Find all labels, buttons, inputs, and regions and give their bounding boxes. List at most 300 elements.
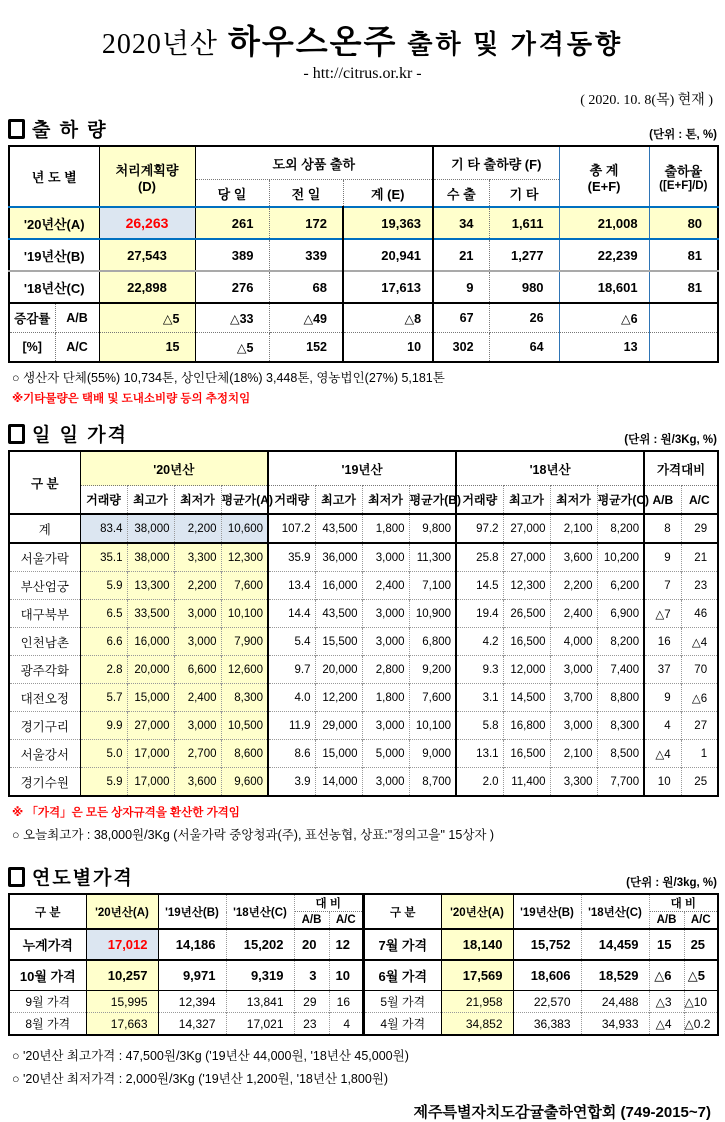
value-cell: 3,300	[174, 543, 221, 572]
value-cell: 3,000	[174, 628, 221, 656]
value-cell: 9,319	[226, 960, 294, 991]
subcol: 평균가(A)	[221, 486, 268, 515]
value-cell: 152	[269, 333, 343, 363]
value-cell: 6.6	[80, 628, 127, 656]
value-cell: 12,300	[503, 572, 550, 600]
value-cell: 70	[694, 663, 708, 676]
value-cell: 12,600	[221, 656, 268, 684]
col-export: 수 출	[433, 180, 489, 208]
value-cell: 16,500	[503, 628, 550, 656]
value-cell: △4	[644, 740, 681, 768]
value-cell: 20,000	[127, 656, 174, 684]
subcol-ac: A/C	[690, 914, 711, 926]
value-cell: 43,500	[315, 514, 362, 543]
value-cell: 67	[433, 303, 489, 333]
value-cell: 33,500	[127, 600, 174, 628]
value-cell: 17,021	[226, 1013, 294, 1036]
value-cell: 13,300	[127, 572, 174, 600]
value-cell: 25	[694, 775, 708, 788]
value-cell: 389	[195, 239, 269, 271]
value-cell: 29	[294, 991, 329, 1013]
value-cell: 15,752	[513, 929, 581, 960]
table-header-row	[9, 451, 718, 486]
table-row	[364, 1013, 718, 1036]
col-2019: '19년산(B)	[513, 894, 581, 929]
table-row	[9, 960, 363, 991]
table-header-row	[9, 894, 363, 912]
value-cell: 5.9	[80, 768, 127, 797]
value-cell: 7	[644, 572, 681, 600]
change-label: 증감률	[9, 303, 55, 333]
value-cell: 21	[694, 551, 708, 564]
subcol: 최고가	[503, 486, 550, 515]
value-cell: 3,000	[362, 768, 409, 797]
value-cell: △33	[195, 303, 269, 333]
subcol-ac: A/C	[335, 914, 356, 926]
value-cell: 302	[433, 333, 489, 363]
value-cell: 3,000	[362, 628, 409, 656]
value-cell: 8,800	[597, 684, 644, 712]
value-cell: 38,000	[127, 543, 174, 572]
value-cell: 68	[269, 271, 343, 303]
as-of-date: ( 2020. 10. 8(목) 현재 )	[580, 93, 713, 108]
table-row	[9, 600, 718, 628]
value-cell: 27,543	[99, 239, 195, 271]
value-cell: 5.4	[268, 628, 315, 656]
subcol: 거래량	[268, 486, 315, 515]
col-rate-line2: ([E+F]/D)	[659, 180, 708, 192]
value-cell: 25	[690, 937, 706, 952]
value-cell: 16,000	[315, 572, 362, 600]
subcol: 최저가	[174, 486, 221, 515]
value-cell: 276	[195, 271, 269, 303]
title-year: 2020년산	[101, 29, 218, 60]
market-label: 부산엄궁	[9, 572, 80, 600]
value-cell: 8,300	[221, 684, 268, 712]
table-row	[9, 1013, 363, 1036]
value-cell	[649, 333, 718, 363]
value-cell: 15,202	[226, 929, 294, 960]
value-cell: 14,000	[315, 768, 362, 797]
value-cell: 2,100	[550, 514, 597, 543]
value-cell: 2.0	[456, 768, 503, 797]
value-cell: 19,363	[343, 207, 433, 239]
col-sum: 계 (E)	[343, 180, 433, 208]
change-label: [%]	[9, 333, 55, 363]
section-bullet-icon	[8, 867, 25, 887]
footer-note-low: ○ '20년산 최저가격 : 2,000원/3Kg ('19년산 1,200원, '18년산 1,800원)	[12, 1072, 389, 1086]
section-title: 일 일 가격	[32, 425, 128, 446]
subcol-ab: A/B	[294, 912, 329, 930]
value-cell: 12	[335, 937, 351, 952]
table-row	[9, 271, 718, 303]
shipment-note: ○ 생산자 단체(55%) 10,734톤, 상인단체(18%) 3,448톤, 영농법인(27%) 5,181톤	[12, 371, 445, 385]
value-cell: 980	[489, 271, 559, 303]
subcol-ab: A/B	[649, 912, 684, 930]
value-cell: 9,600	[221, 768, 268, 797]
value-cell: 18,529	[581, 960, 649, 991]
value-cell: 27,000	[503, 543, 550, 572]
unit-label: (단위 : 원/3Kg, %)	[624, 434, 717, 446]
value-cell: 23	[294, 1013, 329, 1036]
value-cell: 27,000	[503, 514, 550, 543]
section-bullet-icon	[8, 119, 25, 139]
daily-note-red: ※ 「가격」은 모든 상자규격을 환산한 가격임	[12, 807, 240, 819]
year-label: '19년산(B)	[9, 239, 99, 271]
subcol: A/B	[644, 486, 681, 515]
value-cell: 2,400	[362, 572, 409, 600]
value-cell: △7	[644, 600, 681, 628]
table-row	[9, 303, 718, 333]
subcol: 최저가	[550, 486, 597, 515]
value-cell	[649, 303, 718, 333]
col-plan-line2: (D)	[137, 178, 157, 194]
value-cell: 17,663	[86, 1013, 158, 1036]
value-cell: 15,000	[127, 684, 174, 712]
value-cell: 64	[489, 333, 559, 363]
section-shipment-header	[8, 115, 717, 142]
value-cell: 172	[269, 207, 343, 239]
value-cell: 26	[489, 303, 559, 333]
value-cell: 11,300	[409, 543, 456, 572]
value-cell: 261	[195, 207, 269, 239]
table-row	[364, 929, 718, 960]
daily-note: ○ 오늘최고가 : 38,000원/3Kg (서울가락 중앙청과(주), 표선농협, 상표:"정의고을" 15상자 )	[12, 828, 495, 842]
value-cell: 16,000	[127, 628, 174, 656]
group-2020: '20년산	[80, 451, 268, 486]
value-cell: 15,000	[315, 740, 362, 768]
value-cell: 14,186	[158, 929, 226, 960]
value-cell: 29	[694, 522, 708, 535]
period-label: 4월 가격	[364, 1013, 441, 1036]
year-label: '18년산(C)	[9, 271, 99, 303]
value-cell: 9.7	[268, 656, 315, 684]
table-row	[364, 991, 718, 1013]
table-row	[9, 712, 718, 740]
change-sublabel: A/C	[55, 333, 99, 363]
subcol: 거래량	[456, 486, 503, 515]
col-division: 구 분	[9, 894, 86, 929]
value-cell: 3	[294, 960, 329, 991]
value-cell: 1,277	[489, 239, 559, 271]
value-cell: 22,570	[513, 991, 581, 1013]
yearly-tables	[8, 893, 717, 1036]
table-row	[9, 768, 718, 797]
value-cell: 97.2	[456, 514, 503, 543]
table-row	[9, 572, 718, 600]
table-row	[364, 960, 718, 991]
value-cell: 20,941	[343, 239, 433, 271]
value-cell: 13	[559, 333, 649, 363]
value-cell: 16,500	[503, 740, 550, 768]
table-row	[9, 740, 718, 768]
section-yearly-header	[8, 863, 717, 890]
group-compare: 대 비	[294, 894, 363, 912]
value-cell: 3.1	[456, 684, 503, 712]
table-row	[9, 684, 718, 712]
col-other: 기 타	[489, 180, 559, 208]
col-division: 구 분	[364, 894, 441, 929]
value-cell: 10,200	[597, 543, 644, 572]
period-label: 누계가격	[9, 929, 86, 960]
period-label: 7월 가격	[364, 929, 441, 960]
subcol: 최저가	[362, 486, 409, 515]
table-row	[9, 333, 718, 363]
market-label: 광주각화	[9, 656, 80, 684]
value-cell: 18,140	[441, 929, 513, 960]
value-cell: 4.0	[268, 684, 315, 712]
value-cell: 6,800	[409, 628, 456, 656]
value-cell: 19.4	[456, 600, 503, 628]
daily-price-table	[8, 450, 719, 797]
value-cell: 15	[649, 929, 684, 960]
col-division: 구 분	[9, 451, 80, 514]
subcol: 거래량	[80, 486, 127, 515]
value-cell: 38,000	[127, 514, 174, 543]
market-label: 대구북부	[9, 600, 80, 628]
value-cell: 80	[649, 207, 718, 239]
value-cell: 8,700	[409, 768, 456, 797]
value-cell: 11,400	[503, 768, 550, 797]
table-row	[9, 991, 363, 1013]
value-cell: 21,958	[441, 991, 513, 1013]
value-cell: 9	[644, 684, 681, 712]
value-cell: 12,200	[315, 684, 362, 712]
value-cell: 15,995	[86, 991, 158, 1013]
value-cell: 10	[644, 768, 681, 797]
value-cell: 29,000	[315, 712, 362, 740]
value-cell: 107.2	[268, 514, 315, 543]
value-cell: 4,000	[550, 628, 597, 656]
value-cell: △0.2	[684, 1016, 711, 1031]
section-title: 연도별가격	[32, 868, 134, 889]
website-url: - htt://citrus.or.kr -	[303, 65, 422, 82]
value-cell: 14,327	[158, 1013, 226, 1036]
value-cell: 3,600	[174, 768, 221, 797]
col-plan	[99, 146, 195, 207]
value-cell: 14.5	[456, 572, 503, 600]
col-2020: '20년산(A)	[86, 894, 158, 929]
col-year: 년 도 별	[9, 146, 99, 207]
value-cell: 17,569	[441, 960, 513, 991]
value-cell: 17,000	[127, 740, 174, 768]
value-cell: △5	[687, 967, 706, 983]
subcol: 최고가	[127, 486, 174, 515]
col-2018: '18년산(C)	[226, 894, 294, 929]
table-subheader-row	[9, 486, 718, 515]
value-cell: 2,400	[174, 684, 221, 712]
value-cell: △6	[691, 692, 708, 705]
col-rate-line1: 출하율	[664, 164, 703, 179]
value-cell: 15	[99, 333, 195, 363]
value-cell: 18,601	[559, 271, 649, 303]
value-cell: 14,459	[581, 929, 649, 960]
value-cell: 8,200	[597, 514, 644, 543]
value-cell: △5	[99, 303, 195, 333]
value-cell: 17,613	[343, 271, 433, 303]
change-sublabel: A/B	[55, 303, 99, 333]
subcol: 평균가(C)	[597, 486, 644, 515]
value-cell: 2,100	[550, 740, 597, 768]
value-cell: 7,700	[597, 768, 644, 797]
col-total-line2: (E+F)	[587, 178, 621, 194]
value-cell: 36,383	[513, 1013, 581, 1036]
value-cell: △3	[649, 991, 684, 1013]
value-cell: 2,200	[174, 514, 221, 543]
value-cell: 1,800	[362, 684, 409, 712]
value-cell: 34,852	[441, 1013, 513, 1036]
value-cell: 9,200	[409, 656, 456, 684]
value-cell: 10,900	[409, 600, 456, 628]
table-header-row	[9, 146, 718, 180]
value-cell: 4	[343, 1016, 351, 1031]
value-cell: 12,300	[221, 543, 268, 572]
value-cell: 8,600	[221, 740, 268, 768]
col-2020: '20년산(A)	[441, 894, 513, 929]
col-prev: 전 일	[269, 180, 343, 208]
value-cell: 1,800	[362, 514, 409, 543]
market-label: 경기구리	[9, 712, 80, 740]
value-cell: 9,000	[409, 740, 456, 768]
value-cell: 3,300	[550, 768, 597, 797]
unit-label: (단위 : 원/3kg, %)	[626, 877, 717, 889]
value-cell: 17,000	[127, 768, 174, 797]
shipment-table	[8, 145, 719, 363]
value-cell: 10	[343, 333, 433, 363]
value-cell: 36,000	[315, 543, 362, 572]
value-cell: △6	[649, 960, 684, 991]
unit-label: (단위 : 톤, %)	[649, 129, 717, 141]
market-label: 경기수원	[9, 768, 80, 797]
value-cell: △8	[343, 303, 433, 333]
value-cell: 20,000	[315, 656, 362, 684]
value-cell: 14.4	[268, 600, 315, 628]
value-cell: 9.3	[456, 656, 503, 684]
group-outbound: 도외 상품 출하	[195, 146, 433, 180]
value-cell: 2,800	[362, 656, 409, 684]
value-cell: 6.5	[80, 600, 127, 628]
value-cell: 8	[644, 514, 681, 543]
value-cell: 15,500	[315, 628, 362, 656]
value-cell: 5.7	[80, 684, 127, 712]
value-cell: 5.9	[80, 572, 127, 600]
value-cell: 10,600	[221, 514, 268, 543]
subcol: 최고가	[315, 486, 362, 515]
table-row	[9, 656, 718, 684]
value-cell: 6,600	[174, 656, 221, 684]
value-cell: 21,008	[559, 207, 649, 239]
value-cell: 5.8	[456, 712, 503, 740]
subcol: A/C	[689, 492, 710, 507]
table-header-row	[364, 894, 718, 912]
section-bullet-icon	[8, 424, 25, 444]
value-cell: 21	[433, 239, 489, 271]
value-cell: 25.8	[456, 543, 503, 572]
market-label: 계	[9, 514, 80, 543]
value-cell: 3,600	[550, 543, 597, 572]
value-cell: 18,606	[513, 960, 581, 991]
value-cell: 9,971	[158, 960, 226, 991]
value-cell: 4	[644, 712, 681, 740]
value-cell: 22,898	[99, 271, 195, 303]
value-cell: △10	[684, 994, 708, 1009]
yearly-price-table-right	[363, 893, 719, 1036]
value-cell: 24,488	[581, 991, 649, 1013]
value-cell: 7,400	[597, 656, 644, 684]
value-cell: 8.6	[268, 740, 315, 768]
period-label: 6월 가격	[364, 960, 441, 991]
footer-note-high: ○ '20년산 최고가격 : 47,500원/3Kg ('19년산 44,000원, '18년산 45,000원)	[12, 1049, 409, 1063]
value-cell: 2.8	[80, 656, 127, 684]
group-2018: '18년산	[456, 451, 644, 486]
value-cell: 13.1	[456, 740, 503, 768]
year-label: '20년산(A)	[9, 207, 99, 239]
value-cell: △5	[195, 333, 269, 363]
value-cell: 7,600	[409, 684, 456, 712]
col-rate	[649, 146, 718, 207]
value-cell: 3,000	[362, 712, 409, 740]
value-cell: 2,700	[174, 740, 221, 768]
value-cell: 10	[335, 968, 351, 983]
value-cell: 20	[294, 929, 329, 960]
value-cell: 5,000	[362, 740, 409, 768]
value-cell: 6,200	[597, 572, 644, 600]
organization-name: 제주특별자치도감귤출하연합회 (749-2015~7)	[413, 1104, 711, 1121]
table-row	[9, 239, 718, 271]
value-cell: 14,500	[503, 684, 550, 712]
daily-table-body	[9, 514, 718, 796]
value-cell: 16	[336, 994, 351, 1009]
value-cell: 27	[694, 719, 708, 732]
title-subject: 출하 및 가격동향	[407, 30, 624, 59]
col-2019: '19년산(B)	[158, 894, 226, 929]
col-total-line1: 총 계	[589, 162, 619, 178]
value-cell: 83.4	[80, 514, 127, 543]
yearly-price-table-left	[8, 893, 364, 1036]
section-title: 출 하 량	[32, 120, 108, 141]
market-label: 대전오정	[9, 684, 80, 712]
group-2019: '19년산	[268, 451, 456, 486]
value-cell: 3,000	[362, 600, 409, 628]
value-cell: 81	[687, 247, 703, 263]
value-cell: 3,000	[550, 656, 597, 684]
period-label: 10월 가격	[9, 960, 86, 991]
value-cell: 339	[269, 239, 343, 271]
group-compare: 대 비	[649, 894, 718, 912]
value-cell: 5.0	[80, 740, 127, 768]
value-cell: 16,800	[503, 712, 550, 740]
group-etc: 기 타 출하량 (F)	[433, 146, 559, 180]
subcol: 평균가(B)	[409, 486, 456, 515]
value-cell: 2,400	[550, 600, 597, 628]
value-cell: 7,600	[221, 572, 268, 600]
group-compare: 가격대비	[644, 451, 718, 486]
value-cell: 4.2	[456, 628, 503, 656]
value-cell: △4	[691, 636, 708, 649]
value-cell: 81	[687, 279, 703, 295]
value-cell: 3,000	[174, 712, 221, 740]
value-cell: 46	[694, 607, 708, 620]
table-row	[9, 543, 718, 572]
value-cell: 8,200	[597, 628, 644, 656]
market-label: 서울가락	[9, 543, 80, 572]
col-2018: '18년산(C)	[581, 894, 649, 929]
value-cell: 7,100	[409, 572, 456, 600]
value-cell: 10,100	[221, 600, 268, 628]
market-label: 인천남촌	[9, 628, 80, 656]
value-cell: 7,900	[221, 628, 268, 656]
value-cell: 9	[644, 543, 681, 572]
